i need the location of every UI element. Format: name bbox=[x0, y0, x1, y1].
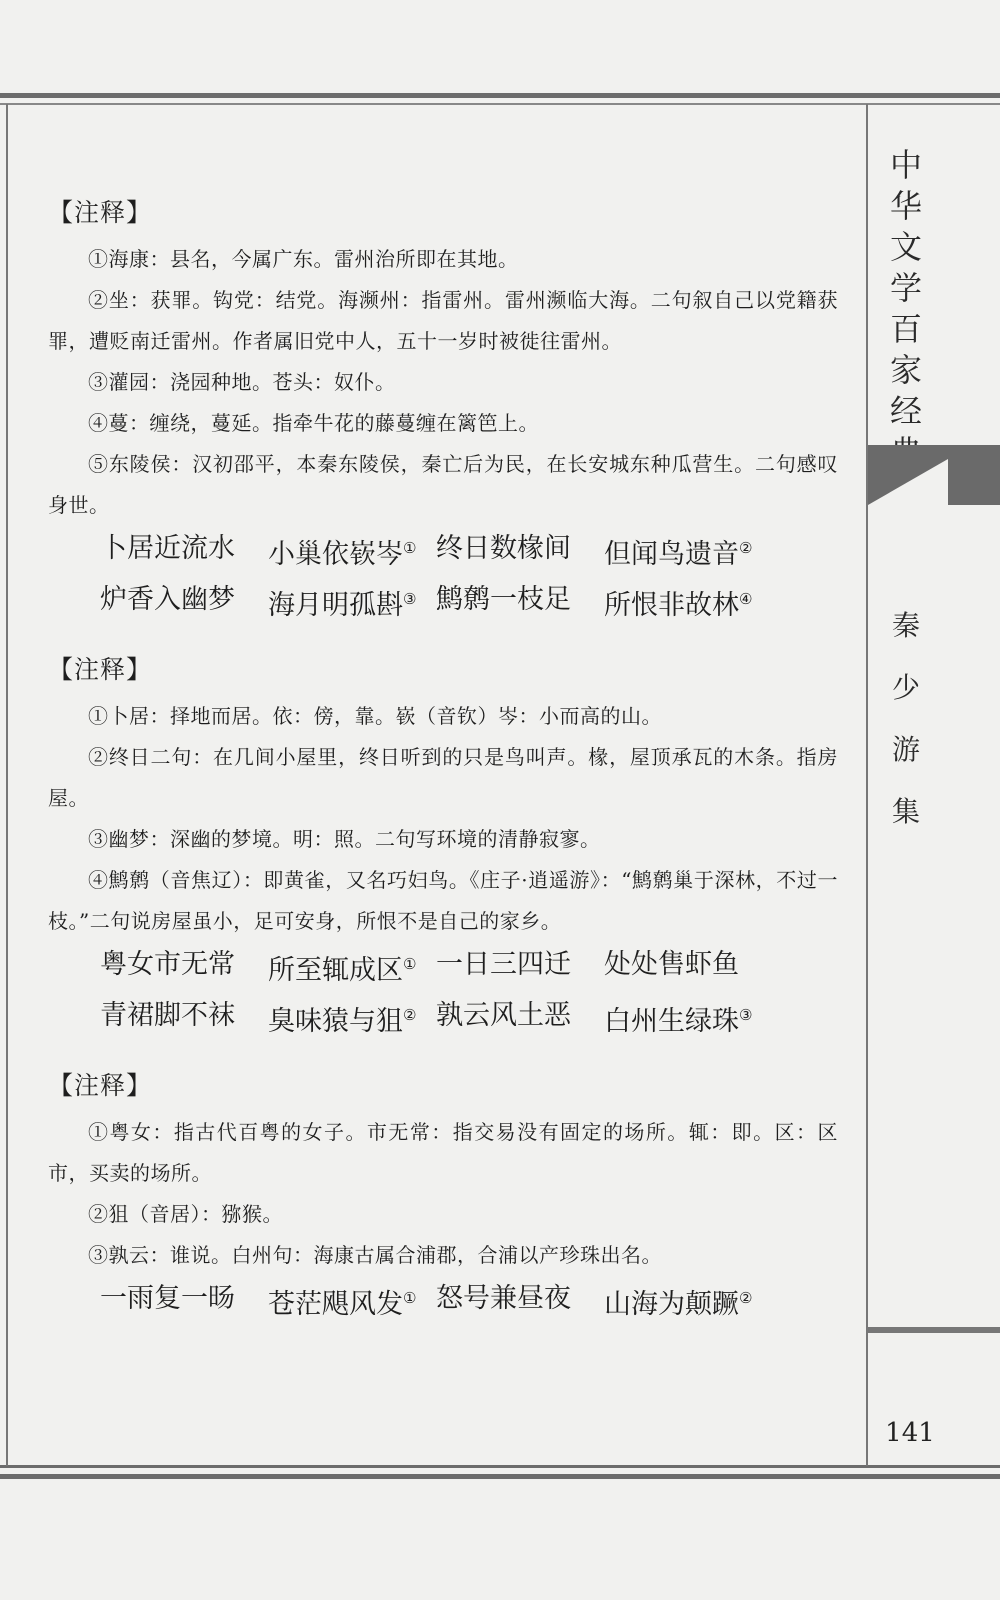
book-title bbox=[886, 595, 926, 843]
poem-phrase: 卜居近流水 bbox=[100, 533, 235, 564]
poem-phrase: 所恨非故林④ bbox=[604, 590, 753, 621]
book-title-char: 少 bbox=[891, 671, 920, 704]
poem-phrase: 白州生绿珠③ bbox=[604, 1006, 753, 1037]
note-paragraph: ③幽梦：深幽的梦境。明：照。二句写环境的清静寂寥。 bbox=[88, 827, 601, 851]
annotation-section bbox=[48, 195, 838, 628]
book-title-char: 游 bbox=[891, 733, 920, 766]
note-marker: ④ bbox=[739, 590, 753, 608]
bottom-border bbox=[0, 1474, 1000, 1479]
sidebar-divider bbox=[866, 104, 868, 1466]
poem-phrase: 小巢依嵚岑① bbox=[268, 539, 417, 570]
poem-phrase: 处处售虾鱼 bbox=[604, 949, 739, 980]
note-paragraph: ②狙（音居）：猕猴。 bbox=[88, 1202, 283, 1226]
poem-phrase: 终日数椽间 bbox=[436, 533, 571, 564]
poem-line bbox=[100, 942, 838, 993]
series-title-char: 百 bbox=[889, 310, 922, 348]
note-marker: ② bbox=[403, 1006, 417, 1024]
note-paragraph: ①粤女：指古代百粤的女子。市无常：指交易没有固定的场所。辄：即。区：区市，买卖的场所。 bbox=[48, 1120, 838, 1185]
poem-phrase: 海月明孤斟③ bbox=[268, 590, 417, 621]
poem-line bbox=[100, 526, 838, 577]
poem-phrase: 苍茫飓风发① bbox=[268, 1289, 417, 1320]
left-border bbox=[6, 104, 8, 1466]
poem-phrase: 怒号兼昼夜 bbox=[436, 1283, 571, 1314]
poem-phrase: 孰云风土恶 bbox=[436, 1000, 571, 1031]
note-marker: ③ bbox=[739, 1006, 753, 1024]
note-marker: ② bbox=[739, 539, 753, 557]
top-border bbox=[0, 93, 1000, 98]
poem-phrase: 青裙脚不袜 bbox=[100, 1000, 235, 1031]
note-paragraph: ④鹪鹩（音焦辽）：即黄雀，又名巧妇鸟。《庄子·逍遥游》：“鹪鹩巢于深林，不过一枝。”二句说房屋虽小，足可安身，所恨不是自己的家乡。 bbox=[48, 868, 838, 933]
poem-phrase: 山海为颠蹶② bbox=[604, 1289, 753, 1320]
series-title-char: 学 bbox=[889, 269, 922, 307]
bottom-border-thin bbox=[0, 1465, 1000, 1468]
note-marker: ① bbox=[403, 1289, 417, 1307]
book-title-char: 集 bbox=[891, 795, 920, 828]
note-paragraph: ③孰云：谁说。白州句：海康古属合浦郡，合浦以产珍珠出名。 bbox=[88, 1243, 662, 1267]
note-paragraph: ②终日二句：在几间小屋里，终日听到的只是鸟叫声。椽，屋顶承瓦的木条。指房屋。 bbox=[48, 745, 838, 810]
note-paragraph: ①卜居：择地而居。依：傍，靠。嵚（音钦）岑：小而高的山。 bbox=[88, 704, 662, 728]
poem-phrase: 炉香入幽梦 bbox=[100, 584, 235, 615]
top-border-thin bbox=[0, 103, 1000, 105]
series-title-char: 文 bbox=[889, 228, 922, 266]
poem-phrase: 所至辄成区① bbox=[268, 955, 417, 986]
book-title-char: 秦 bbox=[891, 609, 920, 642]
poem-phrase: 粤女市无常 bbox=[100, 949, 235, 980]
section-heading: 【注释】 bbox=[48, 655, 153, 684]
poem-phrase: 臭味猿与狙② bbox=[268, 1006, 417, 1037]
poem-phrase: 但闻鸟遗音② bbox=[604, 539, 753, 570]
series-title-char: 家 bbox=[889, 351, 922, 389]
series-title-char: 华 bbox=[889, 187, 922, 225]
page-body bbox=[48, 195, 838, 1351]
note-marker: ③ bbox=[403, 590, 417, 608]
poem-phrase: 一日三四迁 bbox=[436, 949, 571, 980]
section-heading: 【注释】 bbox=[48, 1071, 153, 1100]
annotation-section bbox=[48, 652, 838, 1044]
series-title bbox=[886, 145, 926, 473]
note-paragraph: ①海康：县名，今属广东。雷州治所即在其地。 bbox=[88, 247, 519, 271]
note-marker: ① bbox=[403, 955, 417, 973]
annotation-section bbox=[48, 1068, 838, 1327]
poem-line bbox=[100, 577, 838, 628]
poem-phrase: 一雨复一旸 bbox=[100, 1283, 235, 1314]
section-heading: 【注释】 bbox=[48, 198, 153, 227]
series-title-char: 中 bbox=[889, 146, 922, 184]
note-paragraph: ⑤东陵侯：汉初邵平，本秦东陵侯，秦亡后为民，在长安城东种瓜营生。二句感叹身世。 bbox=[48, 452, 838, 517]
poem-phrase: 鹪鹩一枝足 bbox=[436, 584, 571, 615]
note-marker: ② bbox=[739, 1289, 753, 1307]
note-paragraph: ④蔓：缠绕，蔓延。指牵牛花的藤蔓缠在篱笆上。 bbox=[88, 411, 539, 435]
poem-line bbox=[100, 1276, 838, 1327]
series-title-char: 经 bbox=[889, 392, 922, 430]
poem-line bbox=[100, 993, 838, 1044]
page-number: 141 bbox=[885, 1418, 935, 1448]
sidebar-tab-decoration bbox=[868, 445, 1000, 505]
note-paragraph: ②坐：获罪。钩党：结党。海濒州：指雷州。雷州濒临大海。二句叙自己以党籍获罪，遭贬南迁雷州。作者属旧党中人，五十一岁时被徙往雷州。 bbox=[48, 288, 838, 353]
sidebar-rule bbox=[868, 1327, 1000, 1333]
note-marker: ① bbox=[403, 539, 417, 557]
note-paragraph: ③灌园：浇园种地。苍头：奴仆。 bbox=[88, 370, 396, 394]
